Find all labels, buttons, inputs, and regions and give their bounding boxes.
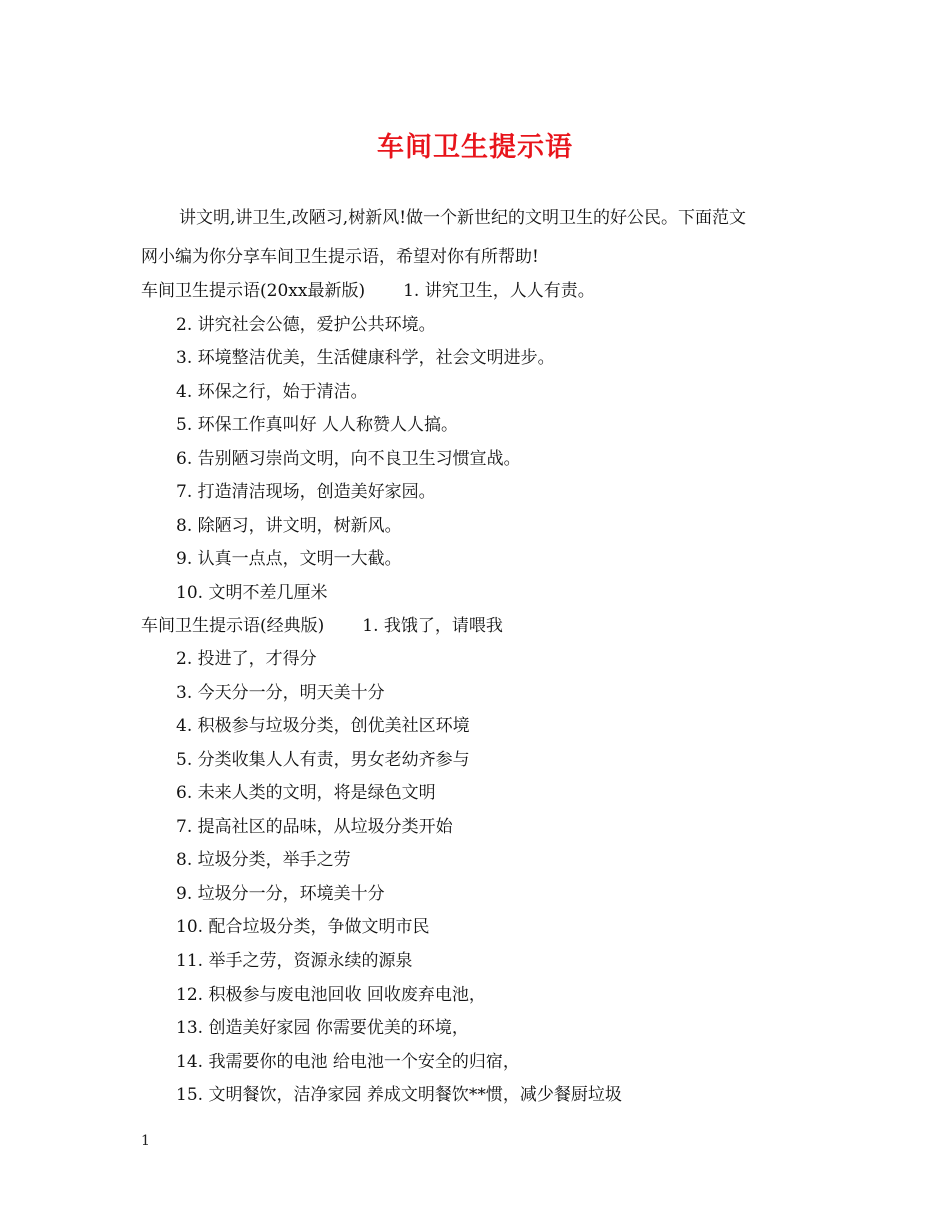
- list-item: 13. 创造美好家园 你需要优美的环境，: [176, 1018, 469, 1038]
- list-item: 7. 打造清洁现场，创造美好家园。: [176, 482, 436, 502]
- list-item: 2. 讲究社会公德，爱护公共环境。: [176, 315, 436, 335]
- list-item: 12. 积极参与废电池回收 回收废弃电池，: [176, 985, 486, 1005]
- list-item: 3. 今天分一分，明天美十分: [176, 683, 385, 703]
- list-item: 7. 提高社区的品味，从垃圾分类开始: [176, 817, 453, 837]
- list-item: 10. 文明不差几厘米: [176, 583, 328, 603]
- list-item: 5. 分类收集人人有责，男女老幼齐参与: [176, 750, 470, 770]
- list-item: 5. 环保工作真叫好 人人称赞人人搞。: [176, 415, 459, 435]
- document-title: 车间卫生提示语: [377, 132, 573, 163]
- list-item: 9. 认真一点点，文明一大截。: [176, 549, 402, 569]
- list-item: 14. 我需要你的电池 给电池一个安全的归宿，: [176, 1052, 520, 1072]
- list-item: 4. 积极参与垃圾分类，创优美社区环境: [176, 716, 470, 736]
- list-item: 1. 讲究卫生，人人有责。: [403, 281, 595, 301]
- list-item: 8. 除陋习，讲文明，树新风。: [176, 516, 402, 536]
- list-item: 11. 举手之劳，资源永续的源泉: [176, 951, 413, 971]
- list-item: 2. 投进了，才得分: [176, 649, 317, 669]
- list-item: 6. 未来人类的文明，将是绿色文明: [176, 783, 436, 803]
- page-number: 1: [141, 1133, 150, 1149]
- list-item: 6. 告别陋习崇尚文明，向不良卫生习惯宣战。: [176, 449, 521, 469]
- section-2-heading-line: [141, 614, 503, 638]
- section-1-heading-line: [141, 279, 595, 303]
- intro-paragraph-line-1: 讲文明,讲卫生,改陋习,树新风!做一个新世纪的文明卫生的好公民。下面范文: [179, 208, 747, 228]
- list-item: 4. 环保之行，始于清洁。: [176, 382, 368, 402]
- list-item: 9. 垃圾分一分，环境美十分: [176, 884, 385, 904]
- section-2-heading: 车间卫生提示语(经典版): [141, 616, 325, 636]
- list-item: 10. 配合垃圾分类，争做文明市民: [176, 917, 430, 937]
- intro-paragraph-line-2: 网小编为你分享车间卫生提示语，希望对你有所帮助!: [141, 247, 539, 267]
- section-1-heading: 车间卫生提示语(20xx最新版): [141, 281, 366, 301]
- list-item: 15. 文明餐饮，洁净家园 养成文明餐饮**惯，减少餐厨垃圾: [176, 1085, 622, 1105]
- list-item: 3. 环境整洁优美，生活健康科学，社会文明进步。: [176, 348, 555, 368]
- list-item: 1. 我饿了，请喂我: [362, 616, 503, 636]
- list-item: 8. 垃圾分类，举手之劳: [176, 850, 351, 870]
